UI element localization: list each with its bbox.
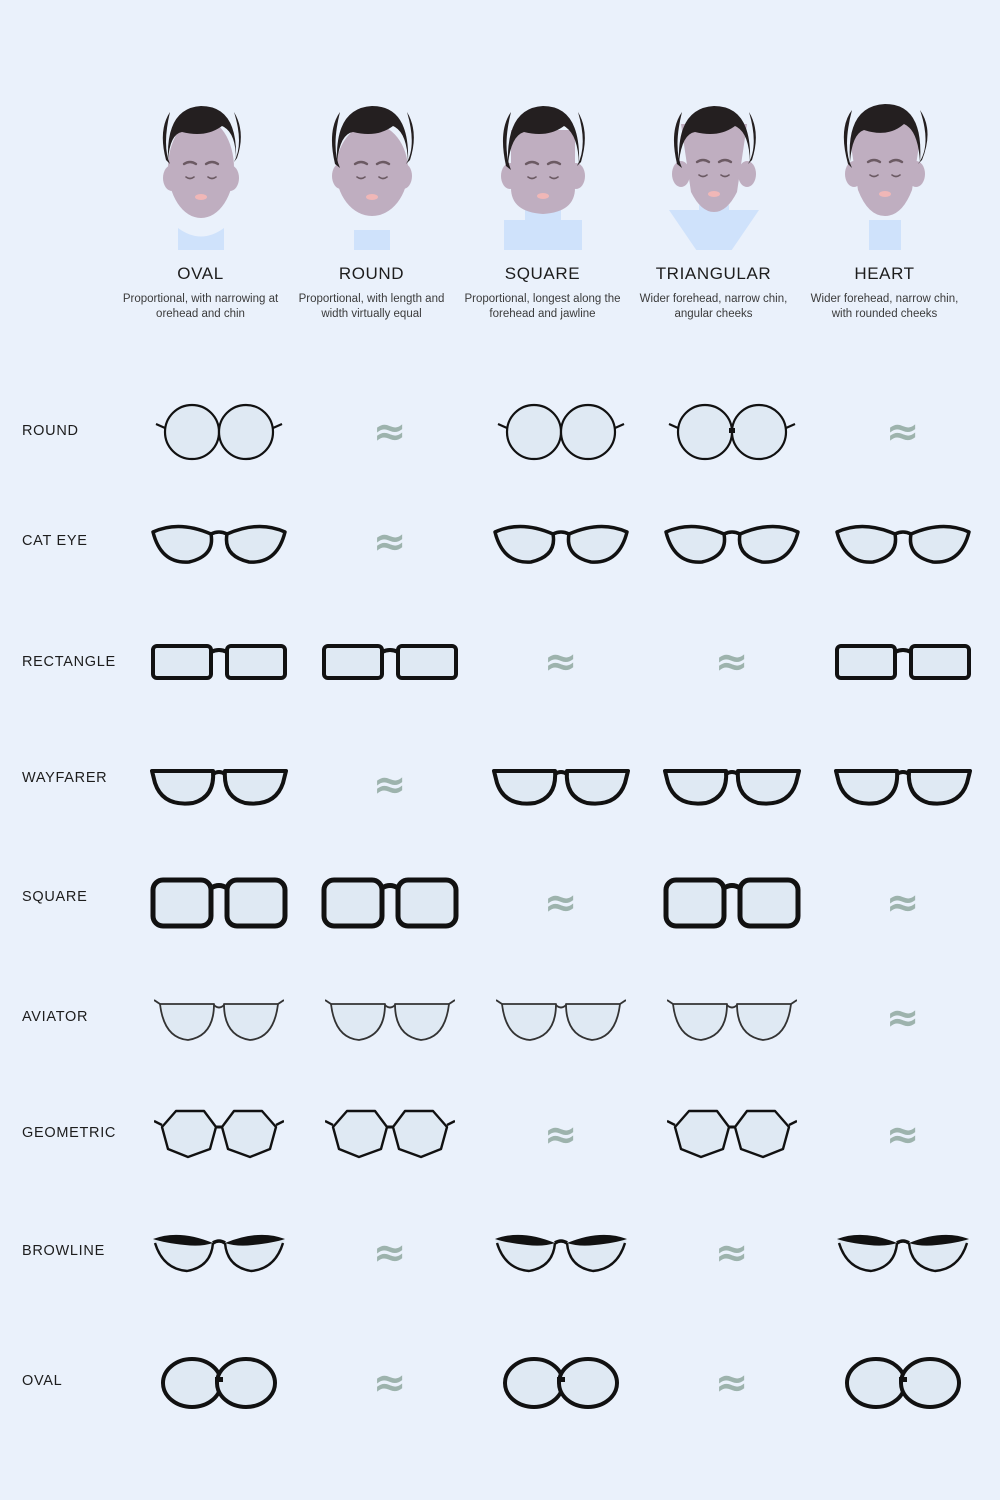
cell-geometric-heart [817, 1080, 988, 1190]
cell-geometric-square [475, 1080, 646, 1190]
cell-round-triangular [646, 377, 817, 487]
cell-browline-square [475, 1198, 646, 1308]
cell-aviator-heart [817, 963, 988, 1073]
glasses-rectangle-icon [320, 634, 460, 690]
face-shape-title: ROUND [338, 264, 405, 283]
not-recommended-icon: ≈ [372, 519, 407, 565]
glasses-oval-icon [843, 1355, 963, 1411]
glasses-aviator-icon [667, 988, 797, 1048]
glasses-round-icon [154, 402, 284, 462]
cell-round-round [304, 377, 475, 487]
glasses-cat-eye-icon [149, 512, 289, 572]
not-recommended-icon: ≈ [885, 409, 920, 455]
cell-oval-square [475, 1328, 646, 1438]
face-triangular-icon [639, 60, 789, 250]
cell-wayfarer-triangular [646, 730, 817, 840]
glasses-square-icon [320, 870, 460, 936]
not-recommended-icon: ≈ [372, 1360, 407, 1406]
glasses-geometric-icon [325, 1105, 455, 1165]
glasses-wayfarer-icon [149, 757, 289, 813]
cell-aviator-triangular [646, 963, 817, 1073]
cell-oval-round [304, 1328, 475, 1438]
face-shape-title: HEART [854, 264, 915, 283]
face-shape-column-round [286, 60, 457, 360]
face-shape-column-triangular [628, 60, 799, 360]
face-shape-title: SQUARE [504, 264, 581, 283]
cell-cat-eye-heart [817, 487, 988, 597]
glasses-square-icon [662, 870, 802, 936]
not-recommended-icon: ≈ [543, 639, 578, 685]
cell-round-square [475, 377, 646, 487]
cell-browline-oval [133, 1198, 304, 1308]
frame-style-label-cat-eye: CAT EYE [22, 533, 88, 549]
glasses-geometric-icon [154, 1105, 284, 1165]
glasses-round-icon [496, 402, 626, 462]
face-shape-title: TRIANGULAR [655, 264, 772, 283]
frame-style-label-wayfarer: WAYFARER [22, 770, 108, 786]
cell-oval-oval [133, 1328, 304, 1438]
frame-style-label-square: SQUARE [22, 889, 88, 905]
cell-rectangle-heart [817, 607, 988, 717]
glasses-round-icon [667, 402, 797, 462]
cell-cat-eye-oval [133, 487, 304, 597]
not-recommended-icon: ≈ [372, 1230, 407, 1276]
cell-browline-heart [817, 1198, 988, 1308]
cell-round-heart [817, 377, 988, 487]
cell-round-oval [133, 377, 304, 487]
face-round-icon [297, 60, 447, 250]
face-shape-description: Wider forehead, narrow chin, angular cheeks [639, 293, 788, 321]
cell-cat-eye-square [475, 487, 646, 597]
face-square-icon [468, 60, 618, 250]
face-oval-icon [126, 60, 276, 250]
face-shape-title: OVAL [177, 264, 224, 283]
not-recommended-icon: ≈ [543, 880, 578, 926]
not-recommended-icon: ≈ [885, 880, 920, 926]
cell-browline-triangular [646, 1198, 817, 1308]
not-recommended-icon: ≈ [885, 1112, 920, 1158]
cell-rectangle-round [304, 607, 475, 717]
face-shape-description: Proportional, with length and width virtually equal [298, 293, 445, 321]
face-shape-description: Proportional, with narrowing at orehead and chin [122, 293, 279, 321]
glasses-browline-icon [149, 1225, 289, 1281]
glasses-browline-icon [833, 1225, 973, 1281]
frame-style-label-browline: BROWLINE [22, 1243, 105, 1259]
glasses-aviator-icon [154, 988, 284, 1048]
frame-style-label-oval: OVAL [22, 1373, 63, 1389]
cell-rectangle-oval [133, 607, 304, 717]
not-recommended-icon: ≈ [885, 995, 920, 1041]
glasses-wayfarer-icon [662, 757, 802, 813]
frame-style-label-aviator: AVIATOR [22, 1009, 89, 1025]
not-recommended-icon: ≈ [372, 762, 407, 808]
glasses-oval-icon [159, 1355, 279, 1411]
cell-oval-triangular [646, 1328, 817, 1438]
cell-square-oval [133, 848, 304, 958]
cell-geometric-triangular [646, 1080, 817, 1190]
glasses-wayfarer-icon [491, 757, 631, 813]
glasses-oval-icon [501, 1355, 621, 1411]
face-shape-column-square [457, 60, 628, 360]
cell-browline-round [304, 1198, 475, 1308]
face-shape-column-heart [799, 60, 970, 360]
face-shape-description: Proportional, longest along the forehead and jawline [464, 293, 621, 321]
cell-cat-eye-triangular [646, 487, 817, 597]
cell-wayfarer-square [475, 730, 646, 840]
cell-rectangle-square [475, 607, 646, 717]
glasses-cat-eye-icon [491, 512, 631, 572]
cell-cat-eye-round [304, 487, 475, 597]
frame-style-label-rectangle: RECTANGLE [22, 654, 116, 670]
glasses-rectangle-icon [833, 634, 973, 690]
glasses-cat-eye-icon [662, 512, 802, 572]
cell-rectangle-triangular [646, 607, 817, 717]
glasses-browline-icon [491, 1225, 631, 1281]
glasses-rectangle-icon [149, 634, 289, 690]
cell-square-triangular [646, 848, 817, 958]
face-heart-icon [810, 60, 960, 250]
not-recommended-icon: ≈ [372, 409, 407, 455]
cell-oval-heart [817, 1328, 988, 1438]
not-recommended-icon: ≈ [543, 1112, 578, 1158]
glasses-square-icon [149, 870, 289, 936]
frame-style-label-geometric: GEOMETRIC [22, 1125, 117, 1141]
cell-wayfarer-heart [817, 730, 988, 840]
not-recommended-icon: ≈ [714, 1230, 749, 1276]
face-shape-column-oval [115, 60, 286, 360]
cell-aviator-oval [133, 963, 304, 1073]
not-recommended-icon: ≈ [714, 1360, 749, 1406]
cell-wayfarer-oval [133, 730, 304, 840]
cell-wayfarer-round [304, 730, 475, 840]
glasses-cat-eye-icon [833, 512, 973, 572]
cell-geometric-oval [133, 1080, 304, 1190]
cell-aviator-square [475, 963, 646, 1073]
cell-aviator-round [304, 963, 475, 1073]
face-shape-description: Wider forehead, narrow chin, with rounded cheeks [810, 293, 959, 321]
cell-square-square [475, 848, 646, 958]
face-shape-header-row [115, 60, 1000, 360]
glasses-geometric-icon [667, 1105, 797, 1165]
glasses-aviator-icon [496, 988, 626, 1048]
cell-square-heart [817, 848, 988, 958]
cell-square-round [304, 848, 475, 958]
glasses-wayfarer-icon [833, 757, 973, 813]
cell-geometric-round [304, 1080, 475, 1190]
not-recommended-icon: ≈ [714, 639, 749, 685]
frame-style-label-round: ROUND [22, 423, 79, 439]
glasses-aviator-icon [325, 988, 455, 1048]
